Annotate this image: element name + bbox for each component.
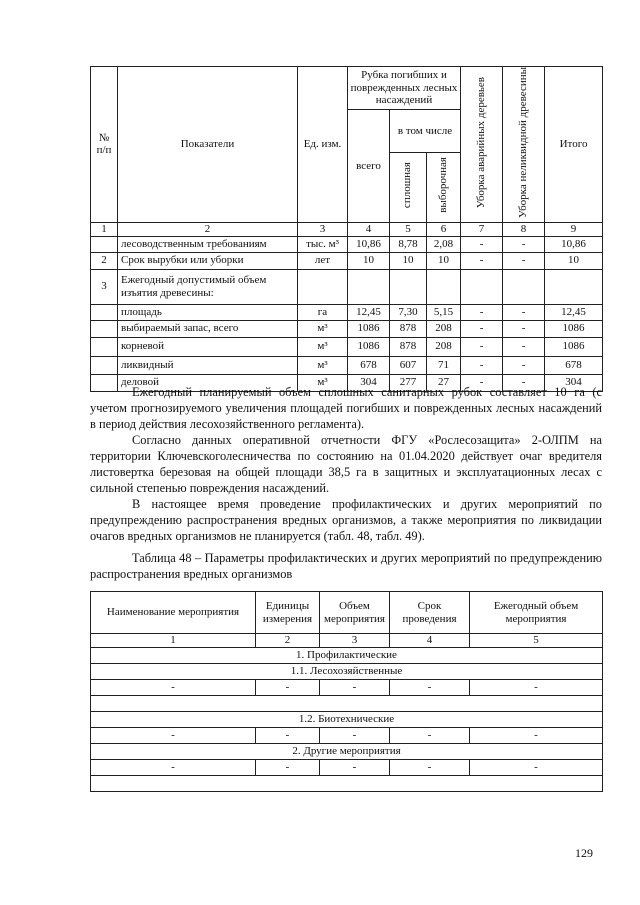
measures-cell-4: -: [390, 680, 470, 696]
column-number-4: 4: [348, 222, 390, 236]
paragraph-1: Ежегодный планируемый объем сплошных санитарных рубок составляет 10 га (с учетом прогнозируемого увеличения площадей погибших и поврежденных лесных насаждений в период действия лесохозяйственного регламента).: [90, 385, 602, 431]
header-including: в том числе: [390, 110, 461, 153]
measures-cell-3: -: [320, 760, 390, 776]
forest-felling-table: [90, 66, 603, 392]
measures-cell-2: -: [256, 680, 320, 696]
measures-cell-3: -: [320, 680, 390, 696]
column-number-9: 9: [545, 222, 603, 236]
section-title-row: [91, 744, 603, 760]
row-value-v8: [503, 269, 545, 304]
row-value-v7: -: [461, 337, 503, 356]
measures-column-number-1: 1: [91, 634, 256, 648]
blank-cell: [91, 696, 603, 712]
row-value-v8: -: [503, 236, 545, 252]
table-row: [91, 320, 603, 337]
row-unit: тыс. м³: [298, 236, 348, 252]
column-number-8: 8: [503, 222, 545, 236]
blank-row: [91, 776, 603, 792]
measures-column-number-5: 5: [470, 634, 603, 648]
column-number-3: 3: [298, 222, 348, 236]
section-title-row: [91, 664, 603, 680]
measures-number-row: [91, 634, 603, 648]
row-unit: га: [298, 304, 348, 320]
measures-cell-1: -: [91, 728, 256, 744]
row-value-v5: 10: [390, 252, 427, 269]
row-value-v9: 304: [545, 374, 603, 391]
measures-cell-2: -: [256, 760, 320, 776]
header-nonliquid-cell: [503, 67, 545, 223]
header-selective-cell: [427, 152, 461, 222]
row-unit: м³: [298, 356, 348, 374]
row-value-v8: -: [503, 337, 545, 356]
row-value-v5: 8,78: [390, 236, 427, 252]
paragraph-2: Согласно данных оперативной отчетности ФГУ «Рослесозащита» 2-ОЛПМ на территории Ключевскоголесничества по состоянию на 01.04.2020 действует очаг вредителя листовертка березовая на общей площади 38,5 га в защитных и эксплуатационных лесах с сильной степенью повреждения насаждений.: [90, 433, 602, 495]
row-value-v5: 277: [390, 374, 427, 391]
measures-header-row: [91, 592, 603, 634]
row-value-v4: 1086: [348, 320, 390, 337]
row-value-v8: -: [503, 356, 545, 374]
header-emergency: Уборка аварийных деревьев: [474, 76, 487, 209]
header-clear-cell: [390, 152, 427, 222]
row-value-v6: 5,15: [427, 304, 461, 320]
row-num: [91, 304, 118, 320]
row-value-v9: 10: [545, 252, 603, 269]
measures-column-number-3: 3: [320, 634, 390, 648]
row-value-v9: 10,86: [545, 236, 603, 252]
row-num: [91, 337, 118, 356]
row-indicator: Срок вырубки или уборки: [118, 252, 298, 269]
header-selective: выборочная: [436, 157, 449, 214]
row-value-v8: -: [503, 320, 545, 337]
measures-table: [90, 591, 603, 792]
page-number: 129: [575, 846, 593, 860]
row-value-v7: -: [461, 252, 503, 269]
measures-header-5: Ежегодный объем мероприятия: [470, 592, 603, 634]
row-value-v4: [348, 269, 390, 304]
section-title-row: [91, 648, 603, 664]
section-title: 1. Профилактические: [91, 648, 603, 664]
row-indicator: ликвидный: [118, 356, 298, 374]
row-value-v6: 2,08: [427, 236, 461, 252]
measures-cell-5: -: [470, 760, 603, 776]
row-value-v5: [390, 269, 427, 304]
measures-cell-1: -: [91, 680, 256, 696]
measures-header-3: Объем мероприятия: [320, 592, 390, 634]
row-value-v9: 12,45: [545, 304, 603, 320]
blank-cell: [91, 776, 603, 792]
row-value-v9: 1086: [545, 320, 603, 337]
row-num: [91, 356, 118, 374]
row-indicator: корневой: [118, 337, 298, 356]
row-value-v6: 208: [427, 320, 461, 337]
measures-header-1: Наименование мероприятия: [91, 592, 256, 634]
row-indicator: деловой: [118, 374, 298, 391]
measures-cell-3: -: [320, 728, 390, 744]
table-row: [91, 236, 603, 252]
section-title: 1.1. Лесохозяйственные: [91, 664, 603, 680]
measures-cell-5: -: [470, 728, 603, 744]
header-unit: Ед. изм.: [298, 67, 348, 223]
row-unit: лет: [298, 252, 348, 269]
section-title: 2. Другие мероприятия: [91, 744, 603, 760]
measures-cell-4: -: [390, 760, 470, 776]
row-indicator: лесоводственным требованиям: [118, 236, 298, 252]
row-value-v7: -: [461, 320, 503, 337]
column-number-5: 5: [390, 222, 427, 236]
body-text: [90, 384, 602, 582]
column-number-row: [91, 222, 603, 236]
row-num: [91, 320, 118, 337]
row-value-v4: 12,45: [348, 304, 390, 320]
row-num: 3: [91, 269, 118, 304]
row-num: [91, 236, 118, 252]
row-value-v4: 1086: [348, 337, 390, 356]
row-value-v6: 27: [427, 374, 461, 391]
table-row: [91, 252, 603, 269]
table-row: [91, 680, 603, 696]
row-indicator: площадь: [118, 304, 298, 320]
row-value-v5: 607: [390, 356, 427, 374]
column-number-2: 2: [118, 222, 298, 236]
table-row: [91, 760, 603, 776]
measures-column-number-4: 4: [390, 634, 470, 648]
row-value-v4: 304: [348, 374, 390, 391]
header-clear: сплошная: [401, 162, 414, 209]
row-value-v8: -: [503, 374, 545, 391]
row-value-v8: -: [503, 252, 545, 269]
row-unit: м³: [298, 337, 348, 356]
row-value-v6: 208: [427, 337, 461, 356]
header-emergency-cell: [461, 67, 503, 223]
section-title-row: [91, 712, 603, 728]
row-value-v9: 678: [545, 356, 603, 374]
row-unit: м³: [298, 374, 348, 391]
row-value-v7: -: [461, 236, 503, 252]
measures-cell-4: -: [390, 728, 470, 744]
row-value-v7: [461, 269, 503, 304]
row-value-v4: 10,86: [348, 236, 390, 252]
table-row: [91, 337, 603, 356]
table-row: [91, 356, 603, 374]
header-nonliquid: Уборка неликвидной древесины: [516, 67, 529, 219]
row-unit: м³: [298, 320, 348, 337]
section-title: 1.2. Биотехнические: [91, 712, 603, 728]
row-value-v6: 71: [427, 356, 461, 374]
table-row: [91, 269, 603, 304]
measures-header-2: Единицы измерения: [256, 592, 320, 634]
header-total: Итого: [545, 67, 603, 223]
row-value-v6: [427, 269, 461, 304]
row-value-v8: -: [503, 304, 545, 320]
measures-cell-5: -: [470, 680, 603, 696]
row-value-v6: 10: [427, 252, 461, 269]
row-value-v7: -: [461, 304, 503, 320]
column-number-7: 7: [461, 222, 503, 236]
row-value-v7: -: [461, 356, 503, 374]
paragraph-3: В настоящее время проведение профилактических и других мероприятий по предупреждению распространения вредных организмов, а также мероприятия по ликвидации очагов вредных организмов не планируется (табл. 48, табл. 49).: [90, 497, 602, 543]
row-value-v5: 878: [390, 337, 427, 356]
row-num: 2: [91, 252, 118, 269]
row-value-v9: 1086: [545, 337, 603, 356]
table-48-caption: Таблица 48 – Параметры профилактических и других мероприятий по предупреждению распространения вредных организмов: [90, 551, 602, 581]
row-value-v7: -: [461, 374, 503, 391]
row-value-v4: 678: [348, 356, 390, 374]
row-value-v5: 878: [390, 320, 427, 337]
header-indicators: Показатели: [118, 67, 298, 223]
header-total-all: всего: [348, 110, 390, 223]
row-value-v9: [545, 269, 603, 304]
blank-row: [91, 696, 603, 712]
column-number-6: 6: [427, 222, 461, 236]
row-unit: [298, 269, 348, 304]
header-num: № п/п: [91, 67, 118, 223]
measures-cell-1: -: [91, 760, 256, 776]
row-value-v5: 7,30: [390, 304, 427, 320]
measures-cell-2: -: [256, 728, 320, 744]
measures-column-number-2: 2: [256, 634, 320, 648]
table-row: [91, 728, 603, 744]
header-felling-group: Рубка погибших и поврежденных лесных насаждений: [348, 67, 461, 110]
column-number-1: 1: [91, 222, 118, 236]
row-indicator: Ежегодный допустимый объем изъятия древесины:: [118, 269, 298, 304]
measures-header-4: Срок проведения: [390, 592, 470, 634]
row-value-v4: 10: [348, 252, 390, 269]
table-row: [91, 304, 603, 320]
row-indicator: выбираемый запас, всего: [118, 320, 298, 337]
